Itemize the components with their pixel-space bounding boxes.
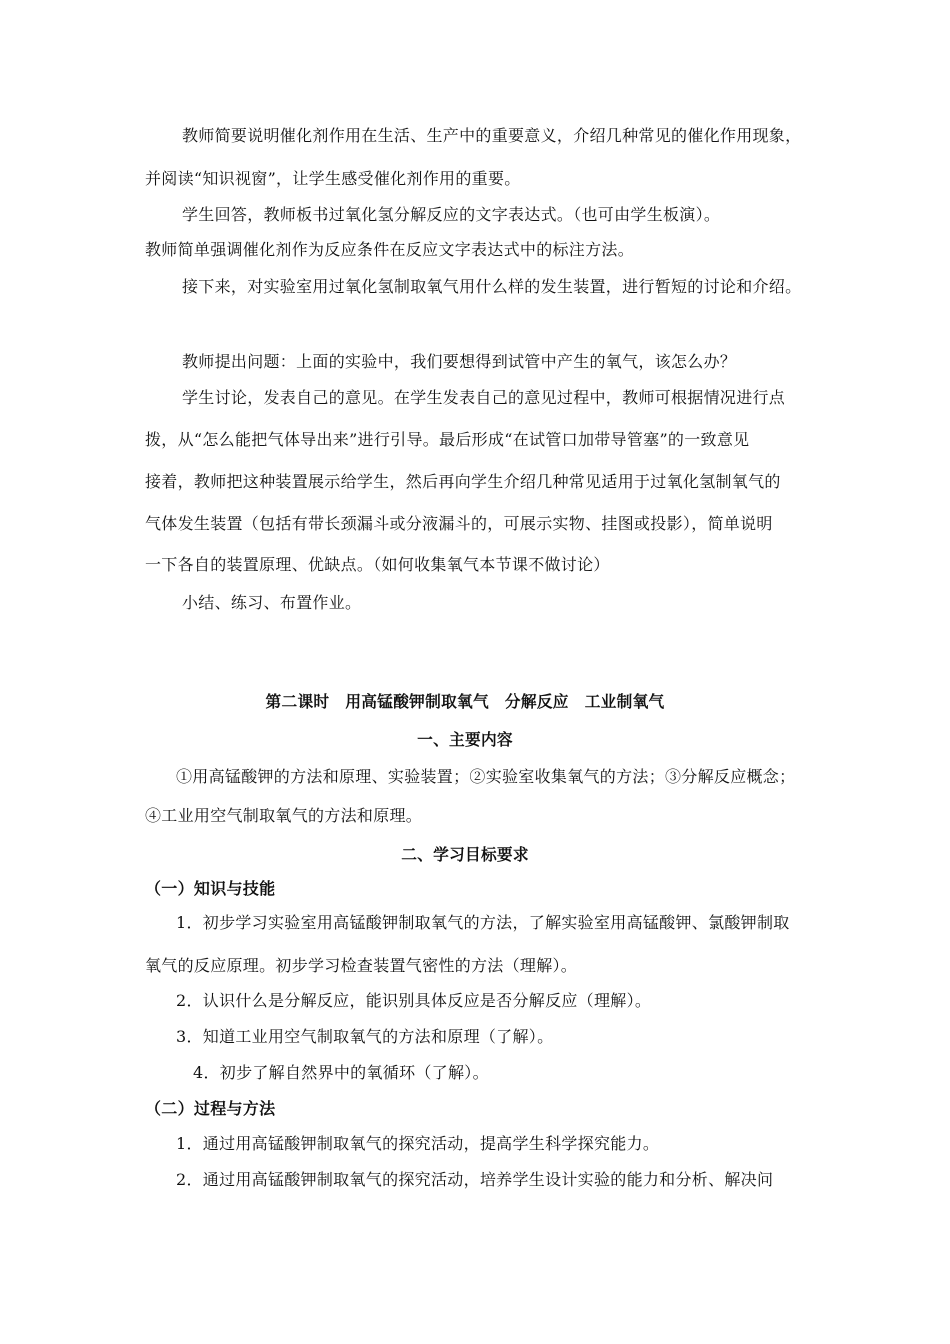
paragraph-4: 接下来，对实验室用过氧化氢制取氧气用什么样的发生装置，进行暂短的讨论和介绍。 bbox=[182, 277, 802, 296]
main-content-line-1: ①用高锰酸钾的方法和原理、实验装置；②实验室收集氧气的方法；③分解反应概念； bbox=[176, 767, 796, 786]
paragraph-6-line-3: 接着，教师把这种装置展示给学生，然后再向学生介绍几种常见适用于过氧化氢制氧气的 bbox=[145, 472, 781, 491]
knowledge-item-1-line-2: 氧气的反应原理。初步学习检查装置气密性的方法（理解）。 bbox=[145, 956, 578, 975]
paragraph-1-line-1: 教师简要说明催化剂作用在生活、生产中的重要意义，介绍几种常见的催化作用现象， bbox=[182, 126, 802, 145]
paragraph-1-line-2: 并阅读“知识视窗”，让学生感受催化剂作用的重要。 bbox=[145, 169, 521, 188]
section-heading-main-content: 一、主要内容 bbox=[417, 730, 513, 749]
paragraph-6-line-1: 学生讨论，发表自己的意见。在学生发表自己的意见过程中，教师可根据情况进行点 bbox=[182, 388, 786, 407]
paragraph-7: 小结、练习、布置作业。 bbox=[182, 593, 362, 612]
paragraph-2: 学生回答，教师板书过氧化氢分解反应的文字表达式。（也可由学生板演）。 bbox=[182, 205, 721, 224]
knowledge-item-2: 2．认识什么是分解反应，能识别具体反应是否分解反应（理解）。 bbox=[176, 991, 652, 1010]
paragraph-6-line-4: 气体发生装置（包括有带长颈漏斗或分液漏斗的，可展示实物、挂图或投影），简单说明 bbox=[145, 514, 773, 533]
paragraph-6-line-5: 一下各自的装置原理、优缺点。（如何收集氧气本节课不做讨论） bbox=[145, 555, 610, 574]
knowledge-item-4: 4．初步了解自然界中的氧循环（了解）。 bbox=[193, 1063, 489, 1082]
knowledge-item-3: 3．知道工业用空气制取氧气的方法和原理（了解）。 bbox=[176, 1027, 554, 1046]
subheading-knowledge-skills: （一）知识与技能 bbox=[145, 879, 276, 898]
method-item-1: 1．通过用高锰酸钾制取氧气的探究活动，提高学生科学探究能力。 bbox=[176, 1134, 660, 1153]
paragraph-5: 教师提出问题：上面的实验中，我们要想得到试管中产生的氧气，该怎么办？ bbox=[182, 352, 737, 371]
paragraph-6-line-2: 拨，从“怎么能把气体导出来”进行引导。最后形成“在试管口加带导管塞”的一致意见 bbox=[145, 430, 750, 449]
lesson-title: 第二课时 用高锰酸钾制取氧气 分解反应 工业制氧气 bbox=[265, 692, 665, 711]
section-heading-learning-goals: 二、学习目标要求 bbox=[401, 845, 529, 864]
main-content-line-2: ④工业用空气制取氧气的方法和原理。 bbox=[145, 806, 423, 825]
subheading-process-methods: （二）过程与方法 bbox=[145, 1099, 276, 1118]
paragraph-3: 教师简单强调催化剂作为反应条件在反应文字表达式中的标注方法。 bbox=[145, 240, 635, 259]
method-item-2: 2．通过用高锰酸钾制取氧气的探究活动，培养学生设计实验的能力和分析、解决问 bbox=[176, 1170, 774, 1189]
knowledge-item-1-line-1: 1．初步学习实验室用高锰酸钾制取氧气的方法，了解实验室用高锰酸钾、氯酸钾制取 bbox=[176, 913, 790, 932]
